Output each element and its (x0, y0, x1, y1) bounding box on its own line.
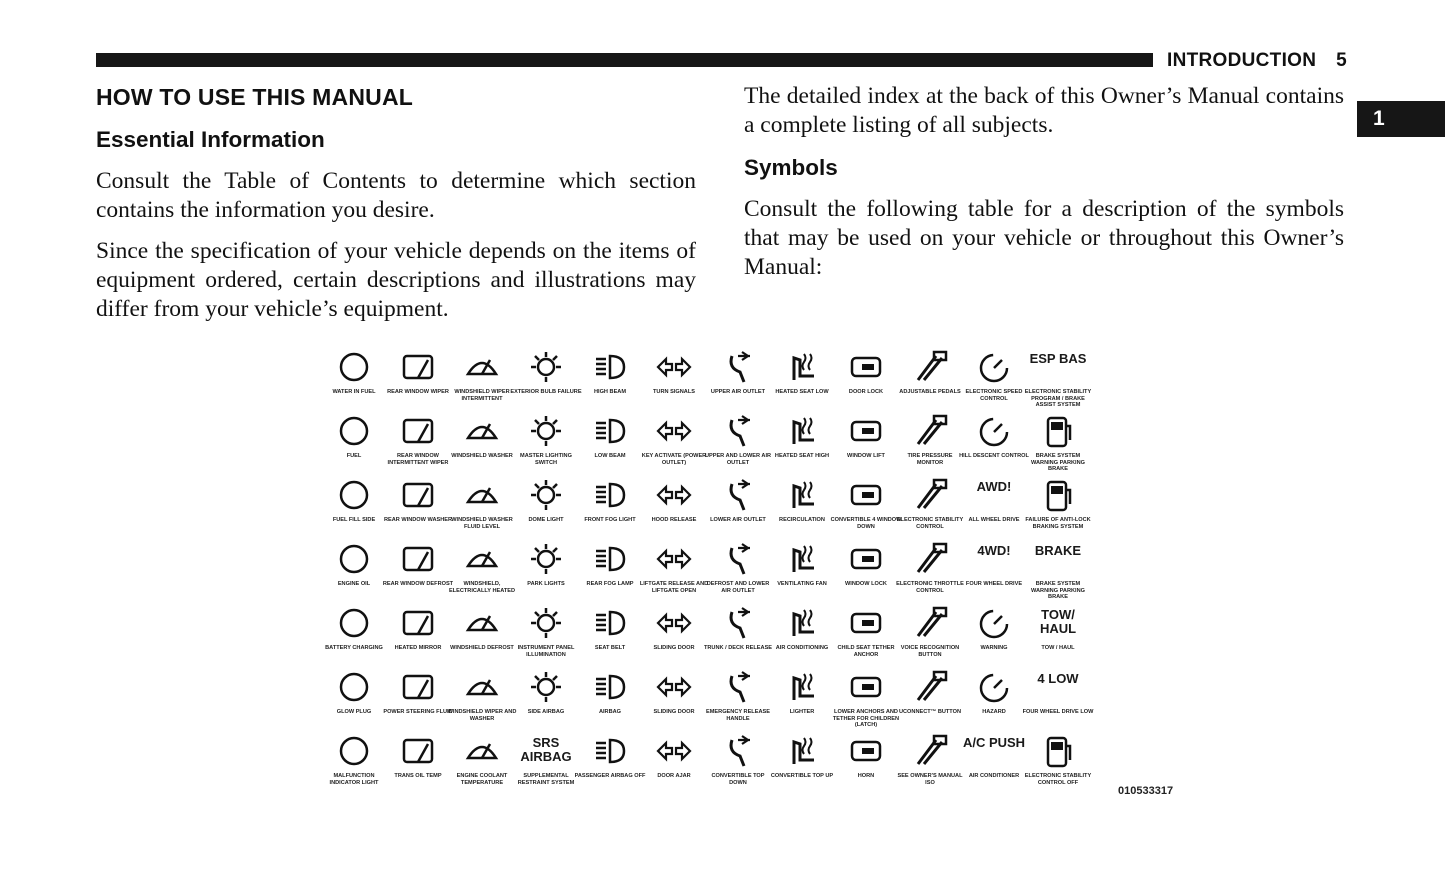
symbol-label: ELECTRONIC SPEED CONTROL (965, 389, 1023, 402)
symbol-label: TRUNK / DECK RELEASE (703, 645, 773, 651)
symbol-cell (514, 472, 578, 536)
symbols-table (320, 344, 1120, 802)
right-column (744, 82, 1344, 282)
rear-window-intermittent-wiper-icon (398, 412, 438, 450)
symbol-label: WINDSHIELD WASHER FLUID LEVEL (451, 517, 513, 530)
symbol-label: HEATED SEAT HIGH (774, 453, 830, 459)
airbag-icon (590, 668, 630, 706)
paragraph-specification: Since the specification of your vehicle depends on the items of equipment ordered, certain descriptions and illustrations may differ from your vehicle’s equipment. (96, 238, 696, 322)
speed-control-icon (974, 348, 1014, 386)
symbol-cell (1022, 664, 1094, 728)
defrost-lower-air-icon (718, 540, 758, 578)
symbol-cell (959, 408, 1029, 472)
symbol-label: SIDE AIRBAG (527, 709, 565, 715)
symbol-cell (770, 408, 834, 472)
liftgate-icon (654, 540, 694, 578)
symbol-label: FOUR WHEEL DRIVE LOW (1022, 709, 1094, 715)
symbol-cell (770, 344, 834, 408)
symbol-label: EXTERIOR BULB FAILURE (510, 389, 582, 395)
seat-belt-icon (590, 604, 630, 642)
exterior-bulb-failure-icon (526, 348, 566, 386)
symbol-label: ELECTRONIC THROTTLE CONTROL (896, 581, 964, 594)
symbol-cell (962, 728, 1026, 792)
key-activate-icon (654, 412, 694, 450)
symbol-label: FUEL FILL SIDE (332, 517, 376, 523)
symbols-grid (322, 344, 1122, 792)
symbol-label: FUEL (346, 453, 362, 459)
symbol-cell (962, 344, 1026, 408)
door-lock-icon (846, 348, 886, 386)
rear-fog-lamp-icon (590, 540, 630, 578)
symbol-cell (450, 472, 514, 536)
front-fog-light-icon (590, 476, 630, 514)
symbol-label: TURN SIGNALS (653, 389, 695, 395)
symbol-label: ENGINE OIL (337, 581, 371, 587)
symbol-label: ALL WHEEL DRIVE (968, 517, 1020, 523)
symbol-cell (1026, 472, 1090, 536)
symbol-label: DEFROST AND LOWER AIR OUTLET (706, 581, 770, 594)
symbol-label: SLIDING DOOR (653, 709, 695, 715)
symbol-cell (962, 600, 1026, 664)
symbol-cell (706, 664, 770, 728)
window-lock-icon (846, 540, 886, 578)
paragraph-table-of-contents: Consult the Table of Contents to determine which section contains the information you desire. (96, 168, 696, 223)
upper-lower-air-outlet-icon (718, 412, 758, 450)
passenger-airbag-off-icon (590, 732, 630, 770)
chapter-tab: 1 (1357, 101, 1445, 137)
symbol-label: LIGHTER (789, 709, 815, 715)
symbol-cell (962, 664, 1026, 728)
symbol-label: MALFUNCTION INDICATOR LIGHT (329, 773, 379, 786)
symbol-cell (898, 344, 962, 408)
symbol-label: AIR CONDITIONER (968, 773, 1020, 779)
symbol-cell (642, 728, 706, 792)
symbol-label: KEY ACTIVATE (POWER OUTLET) (641, 453, 707, 466)
page-number: 5 (1336, 50, 1347, 71)
symbol-cell (642, 600, 706, 664)
horn-icon (846, 732, 886, 770)
symbol-label: HAZARD (982, 709, 1006, 715)
symbol-label: ADJUSTABLE PEDALS (899, 389, 961, 395)
left-column (96, 82, 696, 324)
symbol-cell (834, 408, 898, 472)
symbol-label: EMERGENCY RELEASE HANDLE (706, 709, 770, 722)
heated-seat-high-icon (782, 412, 822, 450)
symbol-label: INSTRUMENT PANEL ILLUMINATION (517, 645, 575, 658)
section-name: INTRODUCTION (1167, 50, 1317, 71)
symbol-cell (514, 600, 578, 664)
symbol-cell (578, 344, 642, 408)
engine-oil-icon (334, 540, 374, 578)
symbol-cell (834, 536, 898, 600)
windshield-washer-icon (462, 412, 502, 450)
hazard-icon (974, 668, 1014, 706)
symbol-cell (898, 664, 962, 728)
turn-signals-icon (654, 348, 694, 386)
symbol-cell (322, 344, 386, 408)
glow-plug-icon (334, 668, 374, 706)
symbol-label: FRONT FOG LIGHT (584, 517, 636, 523)
master-lighting-switch-icon (526, 412, 566, 450)
symbol-cell (386, 728, 450, 792)
symbol-cell (450, 536, 514, 600)
symbol-label: WINDSHIELD WIPER AND WASHER (447, 709, 517, 722)
rear-window-defrost-icon (398, 540, 438, 578)
coolant-temp-icon (462, 732, 502, 770)
symbol-label: CONVERTIBLE TOP DOWN (711, 773, 765, 786)
symbol-cell (706, 408, 770, 472)
symbol-cell (898, 728, 962, 792)
symbol-label: HIGH BEAM (593, 389, 626, 395)
symbol-label: ELECTRONIC STABILITY CONTROL (896, 517, 964, 530)
trans-oil-temp-icon (398, 732, 438, 770)
windshield-wiper-intermittent-icon (462, 348, 502, 386)
symbol-label: PASSENGER AIRBAG OFF (574, 773, 646, 779)
esc-off-icon (1038, 732, 1078, 770)
symbol-label: HOOD RELEASE (651, 517, 697, 523)
4-low-icon: 4 LOW (1037, 671, 1079, 686)
symbol-cell (450, 344, 514, 408)
symbol-cell (578, 536, 642, 600)
essential-information-heading: Essential Information (96, 127, 325, 152)
symbol-label: UPPER AND LOWER AIR OUTLET (704, 453, 772, 466)
symbol-label: REAR FOG LAMP (586, 581, 634, 587)
symbol-cell (322, 408, 386, 472)
low-beam-icon (590, 412, 630, 450)
symbol-cell (574, 728, 646, 792)
symbol-cell (1026, 536, 1090, 600)
symbol-label: FOUR WHEEL DRIVE (965, 581, 1023, 587)
symbol-label: BATTERY CHARGING (325, 645, 383, 651)
heated-mirror-icon (398, 604, 438, 642)
symbol-label: HORN (857, 773, 875, 779)
symbol-label: FAILURE OF ANTI-LOCK BRAKING SYSTEM (1025, 517, 1091, 530)
water-in-fuel-icon (334, 348, 374, 386)
hill-descent-control-icon (974, 412, 1014, 450)
recirculation-icon (782, 476, 822, 514)
tire-pressure-monitor-icon (910, 412, 950, 450)
symbol-cell (706, 472, 770, 536)
brake-text-icon: BRAKE (1034, 543, 1082, 558)
latch-icon (846, 668, 886, 706)
symbol-label: SEAT BELT (594, 645, 626, 651)
malfunction-indicator-icon (334, 732, 374, 770)
symbol-cell (382, 536, 454, 600)
header-rule (96, 53, 1153, 67)
symbol-cell (770, 536, 834, 600)
voice-recognition-icon (910, 604, 950, 642)
symbol-label: DOOR AJAR (657, 773, 691, 779)
symbol-label: WARNING (980, 645, 1008, 651)
symbol-cell (447, 664, 517, 728)
ac-push-icon: A/C PUSH (962, 735, 1026, 750)
windshield-defrost-icon (462, 604, 502, 642)
symbol-cell (322, 664, 386, 728)
symbol-label: WINDOW LIFT (847, 453, 885, 459)
abs-icon (1038, 476, 1078, 514)
symbol-cell (834, 664, 898, 728)
symbol-label: BRAKE SYSTEM WARNING PARKING BRAKE (1031, 581, 1085, 600)
symbol-label: ENGINE COOLANT TEMPERATURE (456, 773, 508, 786)
paragraph-index: The detailed index at the back of this Owner’s Manual contains a complete listing of all subjects. (744, 83, 1344, 138)
battery-icon (334, 604, 374, 642)
symbol-cell (706, 536, 770, 600)
symbol-label: HILL DESCENT CONTROL (959, 453, 1029, 459)
symbol-cell (322, 536, 386, 600)
symbol-label: WINDOW LOCK (845, 581, 887, 587)
symbol-cell (450, 728, 514, 792)
symbol-label: UPPER AIR OUTLET (710, 389, 766, 395)
symbol-label: DOOR LOCK (848, 389, 884, 395)
figure-id: 010533317 (1118, 785, 1174, 797)
symbol-label: HEATED MIRROR (394, 645, 442, 651)
symbol-label: HEATED SEAT LOW (775, 389, 829, 395)
symbol-label: ELECTRONIC STABILITY CONTROL OFF (1024, 773, 1092, 786)
symbol-label: VOICE RECOGNITION BUTTON (900, 645, 960, 658)
air-conditioning-icon (782, 604, 822, 642)
window-lift-icon (846, 412, 886, 450)
symbol-cell (703, 600, 773, 664)
symbol-cell (834, 728, 898, 792)
symbol-cell (898, 600, 962, 664)
wiper-washer-icon (462, 668, 502, 706)
sliding-door-2-icon (654, 668, 694, 706)
owners-manual-icon (910, 732, 950, 770)
symbol-label: REAR WINDOW DEFROST (382, 581, 454, 587)
child-seat-tether-icon (846, 604, 886, 642)
sliding-door-icon (654, 604, 694, 642)
symbol-label: TIRE PRESSURE MONITOR (907, 453, 953, 466)
symbol-cell (834, 600, 898, 664)
symbol-cell (383, 472, 453, 536)
hood-release-icon (654, 476, 694, 514)
symbol-cell (642, 408, 706, 472)
symbol-cell (578, 408, 642, 472)
4wd-icon: 4WD! (977, 543, 1011, 558)
symbol-cell (578, 600, 642, 664)
trunk-release-icon (718, 604, 758, 642)
symbol-cell (639, 536, 709, 600)
symbol-label: MASTER LIGHTING SWITCH (520, 453, 572, 466)
symbol-cell (898, 408, 962, 472)
rear-window-washer-icon (398, 476, 438, 514)
symbol-cell (578, 472, 642, 536)
symbol-label: RECIRCULATION (779, 517, 825, 523)
symbol-label: AIRBAG (598, 709, 622, 715)
convertible-window-down-icon (846, 476, 886, 514)
symbol-label: LOWER ANCHORS AND TETHER FOR CHILDREN (LATCH) (832, 709, 900, 728)
heated-windshield-icon (462, 540, 502, 578)
symbol-label: VENTILATING FAN (777, 581, 827, 587)
symbol-label: REAR WINDOW INTERMITTENT WIPER (387, 453, 449, 466)
symbol-cell (322, 728, 386, 792)
symbol-label: BRAKE SYSTEM WARNING PARKING BRAKE (1031, 453, 1085, 472)
washer-fluid-level-icon (462, 476, 502, 514)
symbol-label: SEE OWNER'S MANUAL ISO (897, 773, 963, 786)
symbol-label: ELECTRONIC STABILITY PROGRAM / BRAKE ASSIST SYSTEM (1024, 389, 1092, 408)
symbol-cell (770, 600, 834, 664)
symbol-label: DOME LIGHT (528, 517, 564, 523)
brake-system-warning-icon (1038, 412, 1078, 450)
fan-icon (782, 540, 822, 578)
symbol-label: WINDSHIELD WASHER (451, 453, 513, 459)
symbol-cell (898, 472, 962, 536)
panel-illumination-icon (526, 604, 566, 642)
symbol-label: LOWER AIR OUTLET (710, 517, 766, 523)
symbol-label: TRANS OIL TEMP (394, 773, 442, 779)
door-ajar-icon (654, 732, 694, 770)
symbol-cell (706, 728, 770, 792)
symbol-cell (770, 472, 834, 536)
tow-haul-icon: TOW/ HAUL (1039, 607, 1077, 636)
symbol-cell (1026, 344, 1090, 408)
upper-air-outlet-icon (718, 348, 758, 386)
symbol-label: PARK LIGHTS (527, 581, 565, 587)
symbol-label: WINDSHIELD WIPER INTERMITTENT (454, 389, 510, 402)
fuel-icon (334, 412, 374, 450)
dome-light-icon (526, 476, 566, 514)
symbol-label: REAR WINDOW WIPER (387, 389, 449, 395)
symbol-label: LIFTGATE RELEASE AND LIFTGATE OPEN (639, 581, 709, 594)
symbol-label: TOW / HAUL (1041, 645, 1075, 651)
symbol-cell (834, 344, 898, 408)
convertible-top-down-icon (718, 732, 758, 770)
symbol-cell (383, 664, 453, 728)
symbol-cell (830, 472, 902, 536)
warning-icon (974, 604, 1014, 642)
symbol-label: WINDSHIELD, ELECTRICALLY HEATED (448, 581, 516, 594)
emergency-release-icon (718, 668, 758, 706)
fuel-fill-side-icon (334, 476, 374, 514)
symbol-cell (1026, 600, 1090, 664)
convertible-top-up-icon (782, 732, 822, 770)
symbol-cell (322, 600, 386, 664)
symbol-cell (1026, 408, 1090, 472)
symbol-label: GLOW PLUG (336, 709, 372, 715)
symbol-cell (322, 472, 386, 536)
section-heading: HOW TO USE THIS MANUAL (96, 84, 414, 110)
symbol-label: POWER STEERING FLUID (383, 709, 453, 715)
symbol-cell (578, 664, 642, 728)
symbol-cell (770, 664, 834, 728)
symbol-label: SUPPLEMENTAL RESTRAINT SYSTEM (517, 773, 575, 786)
symbol-label: UCONNECT™ BUTTON (898, 709, 962, 715)
paragraph-symbols: Consult the following table for a description of the symbols that may be used on your vehicle or throughout this Owner’s Manual: (744, 196, 1344, 280)
symbol-cell (514, 728, 578, 792)
high-beam-icon (590, 348, 630, 386)
symbol-cell (450, 408, 514, 472)
symbols-heading: Symbols (744, 155, 838, 180)
symbol-cell (514, 536, 578, 600)
symbol-label: AIR CONDITIONING (775, 645, 829, 651)
heated-seat-low-icon (782, 348, 822, 386)
symbol-cell (386, 344, 450, 408)
rear-window-wiper-icon (398, 348, 438, 386)
uconnect-icon (910, 668, 950, 706)
symbol-label: REAR WINDOW WASHER (383, 517, 453, 523)
symbol-cell (770, 728, 834, 792)
park-lights-icon (526, 540, 566, 578)
symbol-label: CONVERTIBLE TOP UP (770, 773, 834, 779)
symbol-cell (514, 664, 578, 728)
symbol-cell (386, 600, 450, 664)
symbol-cell (386, 408, 450, 472)
lighter-icon (782, 668, 822, 706)
stability-control-icon (910, 476, 950, 514)
lower-air-outlet-icon (718, 476, 758, 514)
symbol-cell (514, 408, 578, 472)
symbol-cell (706, 344, 770, 408)
symbol-cell (510, 344, 582, 408)
symbol-cell (962, 472, 1026, 536)
srs-airbag-icon: SRS AIRBAG (520, 735, 572, 764)
symbol-cell (642, 472, 706, 536)
adjustable-pedals-icon (910, 348, 950, 386)
throttle-control-icon (910, 540, 950, 578)
power-steering-icon (398, 668, 438, 706)
running-header (1167, 50, 1347, 72)
symbol-cell (898, 536, 962, 600)
symbol-label: WINDSHIELD DEFROST (450, 645, 514, 651)
symbol-cell (1026, 728, 1090, 792)
symbol-cell (642, 664, 706, 728)
symbol-label: LOW BEAM (594, 453, 626, 459)
side-airbag-icon (526, 668, 566, 706)
symbol-label: CONVERTIBLE 4 WINDOW DOWN (830, 517, 902, 530)
awd-icon: AWD! (976, 479, 1012, 494)
symbol-label: CHILD SEAT TETHER ANCHOR (837, 645, 895, 658)
esp-bas-icon: ESP BAS (1029, 351, 1087, 366)
symbol-label: WATER IN FUEL (332, 389, 376, 395)
symbol-label: SLIDING DOOR (653, 645, 695, 651)
symbol-cell (450, 600, 514, 664)
symbol-cell (962, 536, 1026, 600)
symbol-cell (642, 344, 706, 408)
